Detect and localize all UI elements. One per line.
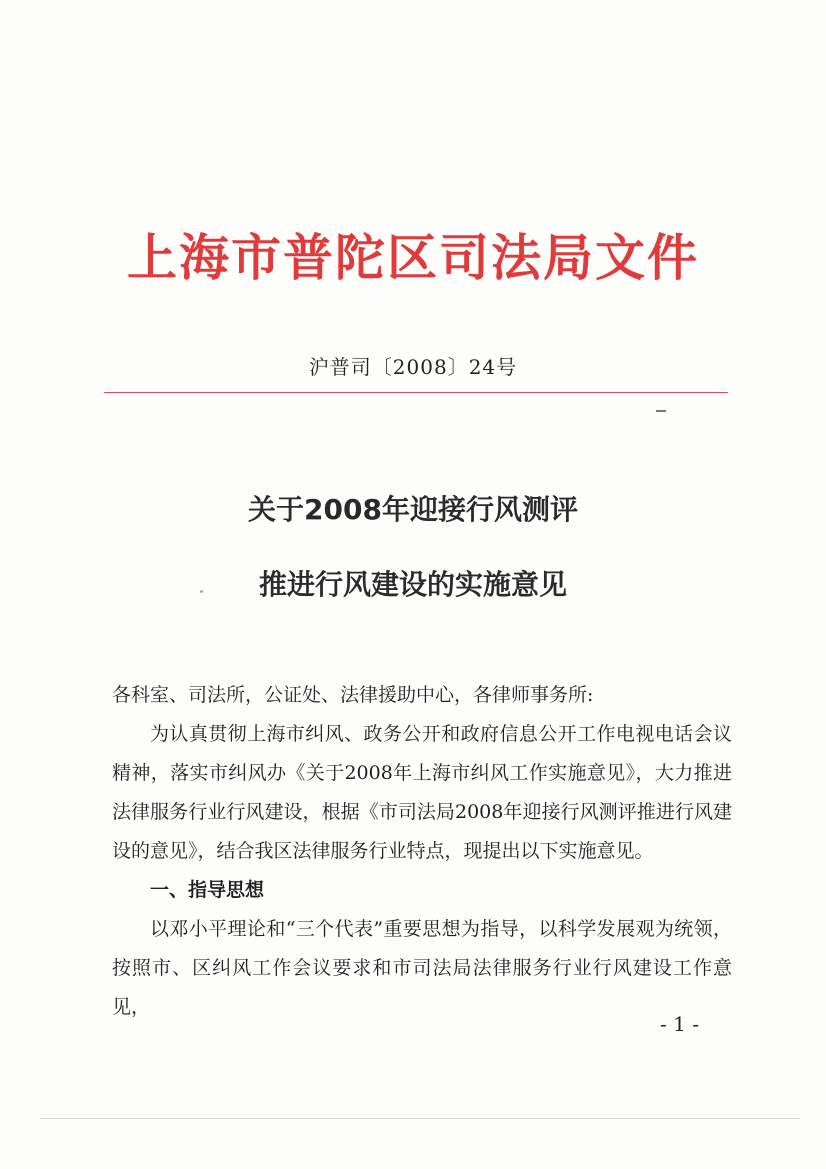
scan-edge-line (40, 1118, 800, 1119)
red-divider-line (104, 392, 728, 393)
document-title-line-1: 关于2008年迎接行风测评 (248, 493, 578, 526)
addressee-line: 各科室、司法所，公证处、法律援助中心，各律师事务所: (112, 684, 594, 706)
scan-speck (200, 590, 203, 593)
document-number: 沪普司〔2008〕24号 (308, 355, 518, 379)
document-masthead: 上海市普陀区司法局文件 (127, 228, 699, 287)
body-paragraph: 为认真贯彻上海市纠风、政务公开和政府信息公开工作电视电话会议精神，落实市纠风办《关于2008年上海市纠风工作实施意见》，大力推进法律服务行业行风建设，根据《市司法局2008年迎接行风测评推进行风建设的意见》，结合我区法律服务行业特点，现提出以下实施意见。 (112, 723, 732, 862)
section-heading: 一、指导思想 (150, 879, 265, 901)
body-paragraph: 以邓小平理论和“三个代表”重要思想为指导，以科学发展观为统领，按照市、区纠风工作会议要求和市司法局法律服务行业行风建设工作意见， (112, 918, 732, 1018)
page-number: - 1 - (660, 1012, 699, 1036)
document-title-line-2: 推进行风建设的实施意见 (258, 568, 567, 601)
scan-mark (656, 410, 666, 412)
